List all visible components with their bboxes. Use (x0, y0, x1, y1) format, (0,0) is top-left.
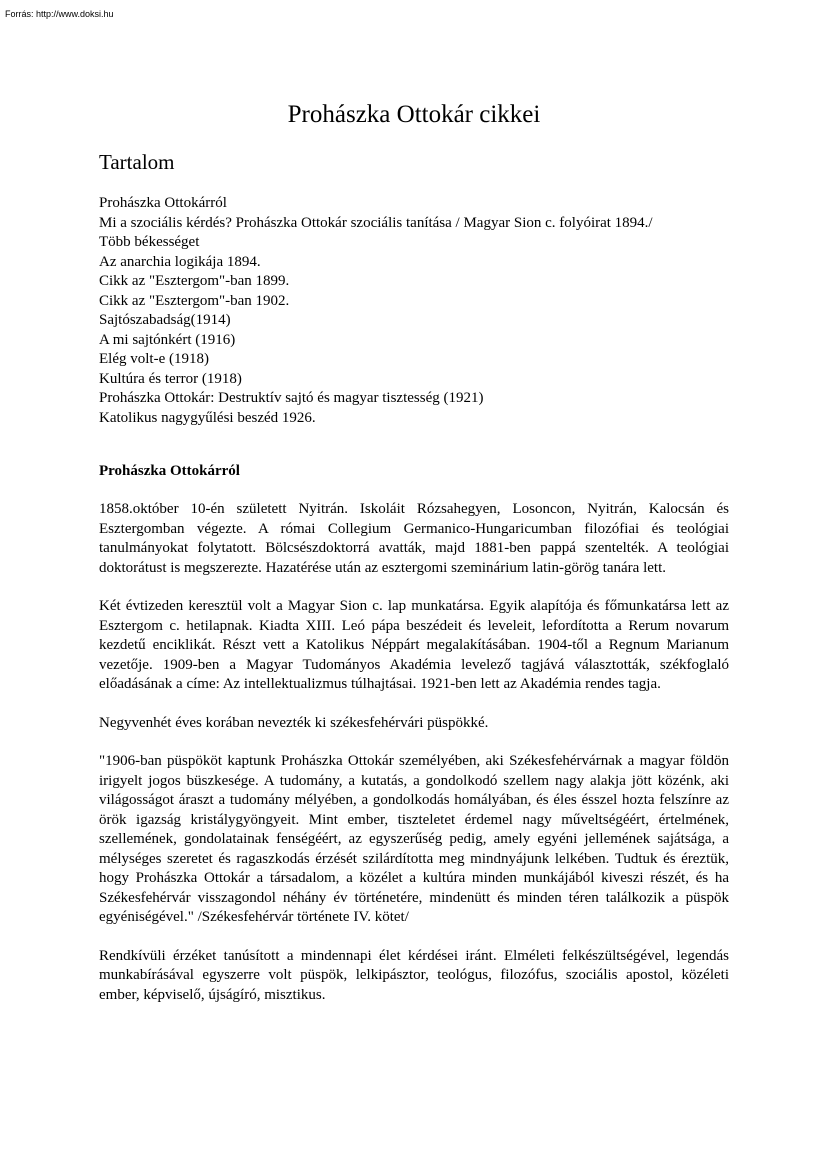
section-heading: Prohászka Ottokárról (99, 463, 240, 479)
toc-item: Mi a szociális kérdés? Prohászka Ottokár szociális tanítása / Magyar Sion c. folyóirat 1894./ (99, 214, 653, 231)
paragraph: Rendkívüli érzéket tanúsított a mindennapi élet kérdései iránt. Elméleti felkészültségével, legendás munkabírásával egyszerre volt püspök, lelkipásztor, teológus, filozófus, szociális apostol, közéleti ember, képviselő, újságíró, misztikus. (99, 947, 729, 1003)
toc-item: Sajtószabadság(1914) (99, 312, 231, 328)
paragraph: Negyvenhét éves korában nevezték ki székesfehérvári püspökké. (99, 714, 489, 731)
source-line: Forrás: http://www.doksi.hu (5, 9, 114, 19)
body-text (99, 500, 729, 1024)
toc-item: Több békességet (99, 234, 200, 250)
toc-item: Cikk az "Esztergom"-ban 1902. (99, 292, 290, 309)
toc-item: Elég volt-e (1918) (99, 351, 209, 367)
table-of-contents (99, 194, 653, 428)
toc-item: Kultúra és terror (1918) (99, 370, 242, 387)
toc-item: Cikk az "Esztergom"-ban 1899. (99, 273, 290, 289)
quote-paragraph: "1906-ban püspököt kaptunk Prohászka Ottokár személyében, aki Székesfehérvárnak a magyar földön irigyelt jogos büszkesége. A tudomány, a kutatás, a gondolkodó szellem nagy alakja jött közénk, aki világosságot áraszt a tudomány mélyében, a gondolkodás homályában, és éles ésszel hozta felszínre az örök igazság kristálygyöngyeit. Mint ember, tiszteletet érdemel nagy műveltségéért, értelmének, szellemének, gondolatainak fenségéért, az egyszerűség pedig, amely egyéni jellemének sajátsága, a mélységes szeretet és ragaszkodás érzését szilárdította meg mindnyájunk lelkében. Tudtuk és éreztük, hogy Prohászka Ottokár a társadalom, a közélet a kultúra minden munkájából kiveszi részét, és ha Székesfehérvár visszagondol néhány év történetére, mindenütt és minden téren találkozik a püspök egyéniségével." /Székesfehérvár története IV. kötet/ (99, 753, 729, 925)
toc-item: A mi sajtónkért (1916) (99, 331, 236, 348)
paragraph: 1858.október 10-én született Nyitrán. Iskoláit Rózsahegyen, Losoncon, Nyitrán, Kalocsán és Esztergomban végezte. A római Collegium Germanico-Hungaricumban filozófiai és teológiai tanulmányokat folytatott. Bölcsészdoktorrá avatták, majd 1881-ben pappá szentelték. A teológiai doktorátust is megszerezte. Hazatérése után az esztergomi szeminárium latin-görög tanára lett. (99, 501, 729, 576)
paragraph: Két évtizeden keresztül volt a Magyar Sion c. lap munkatársa. Egyik alapítója és főmunkatársa lett az Esztergom c. hetilapnak. Kiadta XIII. Leó pápa beszédeit és leveleit, lefordította a Rerum novarum kezdetű enciklikát. Részt vett a Katolikus Néppárt megalakításában. 1904-től a Regnum Marianum vezetője. 1909-ben a Magyar Tudományos Akadémia levelező tagjává választották, székfoglaló előadásának a címe: Az intellektualizmus túlhajtásai. 1921-ben lett az Akadémia rendes tagja. (99, 598, 729, 692)
toc-item: Prohászka Ottokár: Destruktív sajtó és magyar tisztesség (1921) (99, 390, 484, 406)
toc-item: Prohászka Ottokárról (99, 195, 227, 211)
toc-heading: Tartalom (99, 150, 175, 174)
toc-item: Az anarchia logikája 1894. (99, 253, 261, 270)
toc-item: Katolikus nagygyűlési beszéd 1926. (99, 409, 316, 426)
document-title: Prohászka Ottokár cikkei (287, 101, 541, 128)
